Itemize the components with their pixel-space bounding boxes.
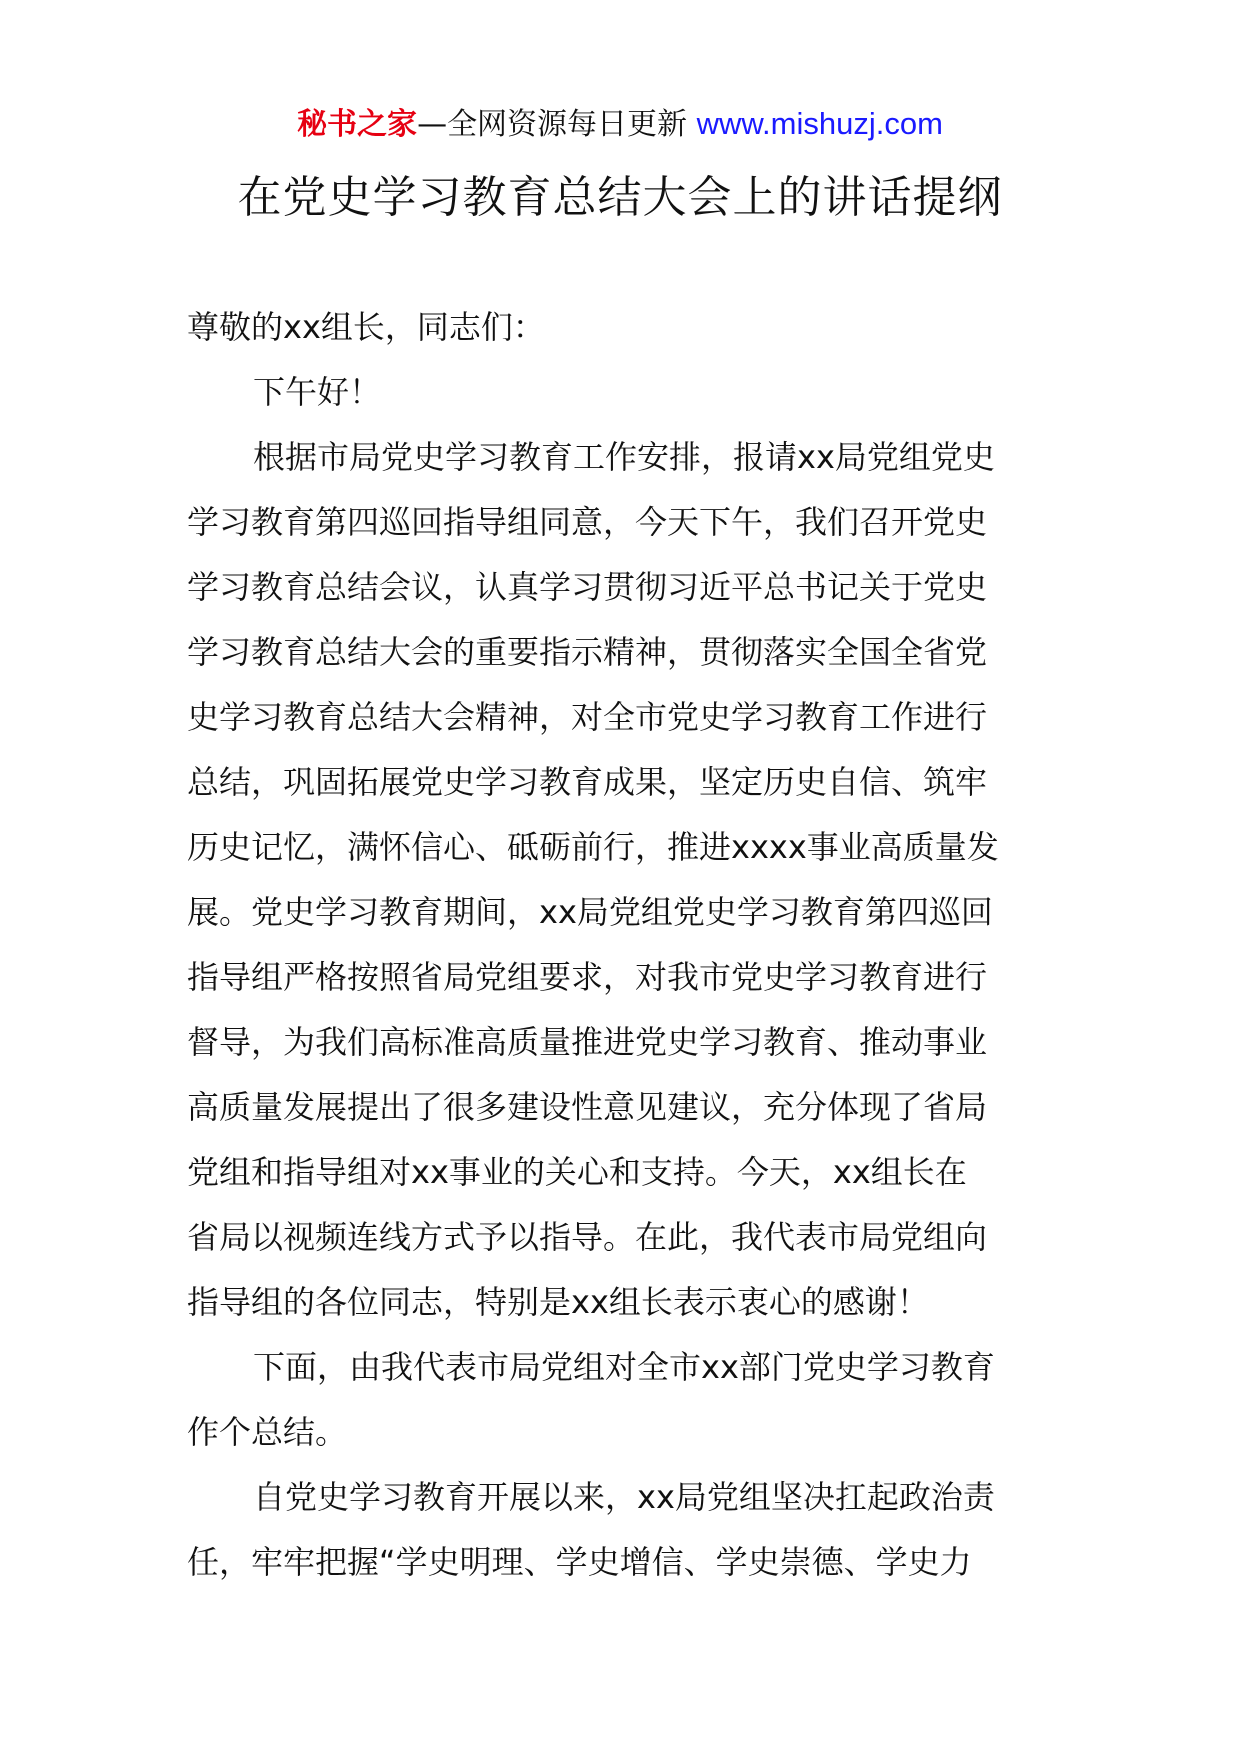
greeting-line: 下午好！ bbox=[253, 373, 382, 411]
paragraph-line: 指导组的各位同志，特别是xx组长表示衷心的感谢！ bbox=[187, 1283, 929, 1321]
paragraph-line: 指导组严格按照省局党组要求，对我市党史学习教育进行 bbox=[187, 958, 988, 996]
paragraph-line: 督导，为我们高标准高质量推进党史学习教育、推动事业 bbox=[187, 1023, 988, 1061]
paragraph-line: 党组和指导组对xx事业的关心和支持。今天，xx组长在 bbox=[187, 1153, 967, 1191]
paragraph-line: 下面，由我代表市局党组对全市xx部门党史学习教育 bbox=[253, 1348, 995, 1386]
site-url-link[interactable]: www.mishuzj.com bbox=[696, 106, 943, 141]
paragraph-line: 学习教育总结会议，认真学习贯彻习近平总书记关于党史 bbox=[187, 568, 988, 606]
brand-name: 秘书之家 bbox=[297, 107, 418, 142]
paragraph-line: 史学习教育总结大会精神，对全市党史学习教育工作进行 bbox=[187, 698, 988, 736]
salutation-line: 尊敬的xx组长，同志们： bbox=[187, 308, 545, 346]
site-header bbox=[0, 104, 1240, 145]
paragraph-line: 根据市局党史学习教育工作安排，报请xx局党组党史 bbox=[253, 438, 995, 476]
paragraph-line: 省局以视频连线方式予以指导。在此，我代表市局党组向 bbox=[187, 1218, 988, 1256]
header-tagline: —全网资源每日更新 bbox=[417, 107, 688, 142]
paragraph-line: 总结，巩固拓展党史学习教育成果，坚定历史自信、筑牢 bbox=[187, 763, 988, 801]
document-body bbox=[187, 295, 1055, 1595]
paragraph-line: 自党史学习教育开展以来，xx局党组坚决扛起政治责 bbox=[253, 1478, 995, 1516]
document-title: 在党史学习教育总结大会上的讲话提纲 bbox=[237, 172, 1003, 223]
paragraph-line: 历史记忆，满怀信心、砥砺前行，推进xxxx事业高质量发 bbox=[187, 828, 999, 866]
paragraph-line: 学习教育第四巡回指导组同意，今天下午，我们召开党史 bbox=[187, 503, 988, 541]
paragraph-line: 学习教育总结大会的重要指示精神，贯彻落实全国全省党 bbox=[187, 633, 988, 671]
paragraph-line: 高质量发展提出了很多建设性意见建议，充分体现了省局 bbox=[187, 1088, 988, 1126]
paragraph-line: 任，牢牢把握“学史明理、学史增信、学史崇德、学史力 bbox=[187, 1543, 972, 1581]
paragraph-line: 作个总结。 bbox=[187, 1413, 348, 1451]
paragraph-line: 展。党史学习教育期间，xx局党组党史学习教育第四巡回 bbox=[187, 893, 993, 931]
